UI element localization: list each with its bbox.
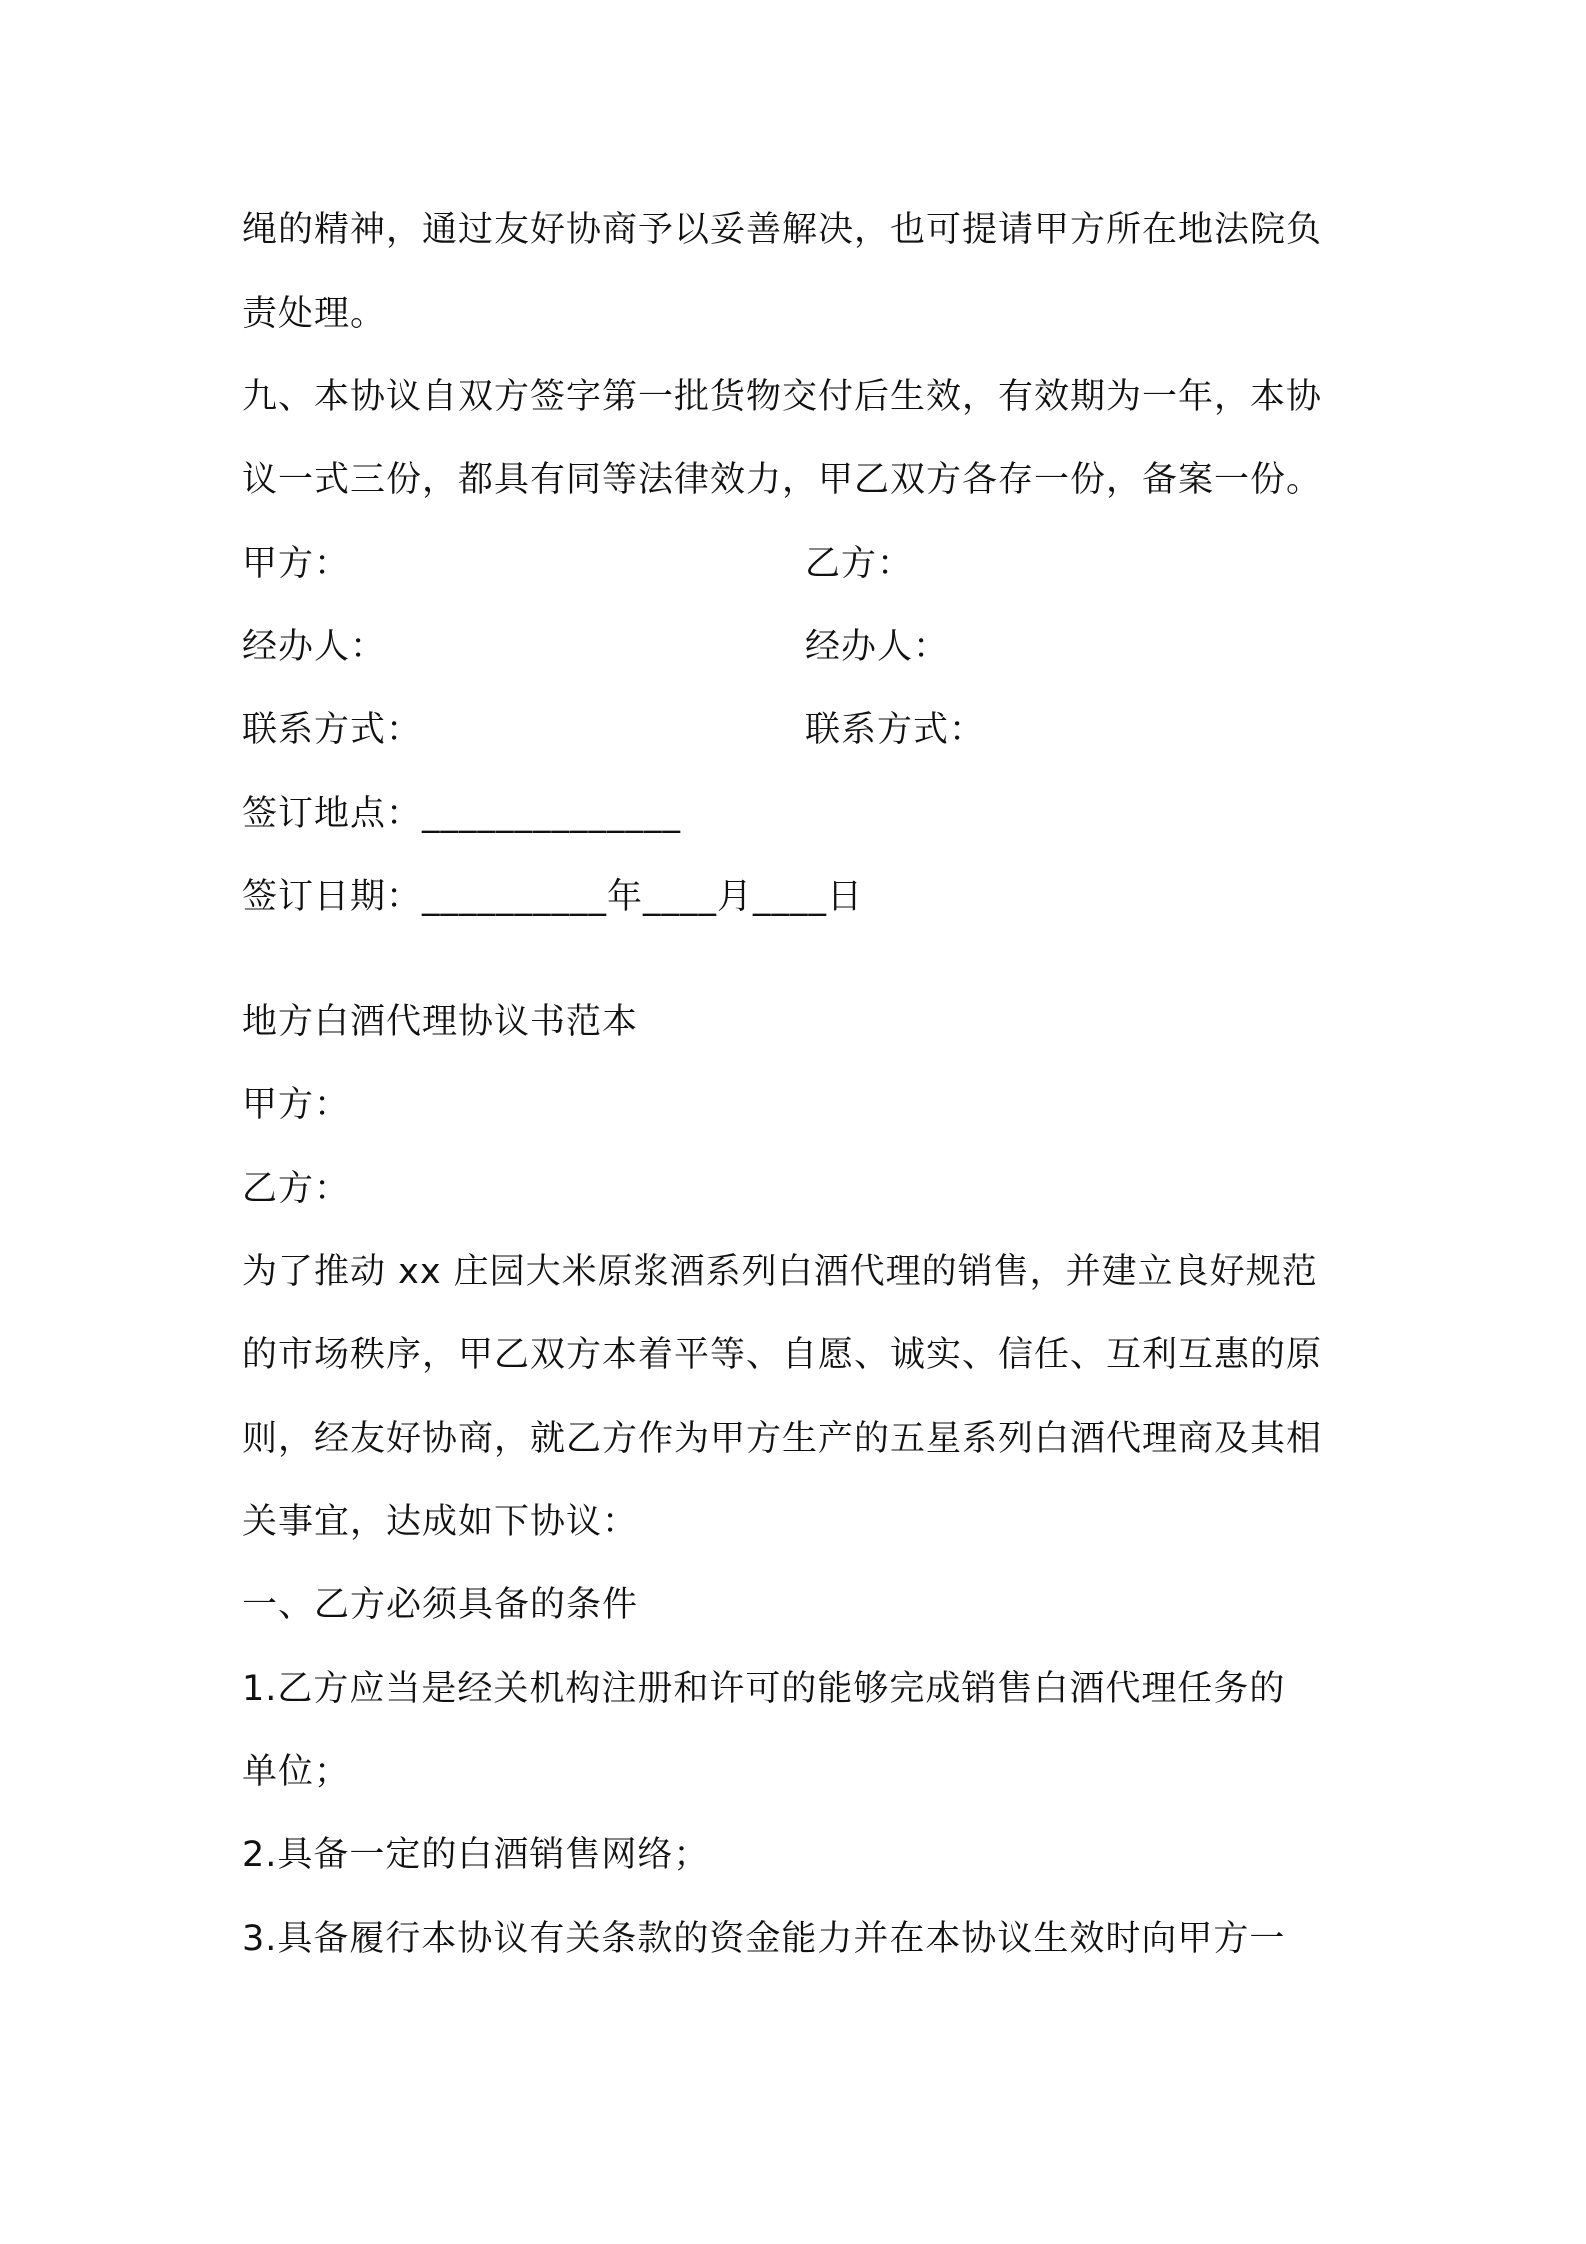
- paragraph-line: 关事宜，达成如下协议：: [242, 1502, 639, 1542]
- clause-line: 3.具备履行本协议有关条款的资金能力并在本协议生效时向甲方一: [242, 1919, 1286, 1959]
- handler-b-label: 经办人：: [805, 627, 950, 667]
- party-b-label: 乙方：: [242, 1169, 351, 1209]
- paragraph-line: 绳的精神，通过友好协商予以妥善解决，也可提请甲方所在地法院负: [242, 210, 1323, 250]
- handler-a-label: 经办人：: [242, 627, 387, 667]
- paragraph-line: 九、本协议自双方签字第一批货物交付后生效，有效期为一年，本协: [242, 377, 1323, 417]
- party-a-label: 甲方：: [242, 544, 351, 584]
- section-heading: 一、乙方必须具备的条件: [242, 1585, 639, 1625]
- party-a-label: 甲方：: [242, 1085, 351, 1125]
- contact-a-label: 联系方式：: [242, 710, 423, 750]
- clause-line: 2.具备一定的白酒销售网络；: [242, 1835, 710, 1875]
- paragraph-line: 则，经友好协商，就乙方作为甲方生产的五星系列白酒代理商及其相: [242, 1419, 1323, 1459]
- paragraph-line: 的市场秩序，甲乙双方本着平等、自愿、诚实、信任、互利互惠的原: [242, 1335, 1323, 1375]
- contact-b-label: 联系方式：: [805, 710, 986, 750]
- clause-line: 1.乙方应当是经关机构注册和许可的能够完成销售白酒代理任务的: [242, 1669, 1286, 1709]
- signing-date-line: 签订日期：__________年____月____日: [242, 877, 864, 917]
- signing-place-line: 签订地点：______________: [242, 794, 682, 834]
- clause-line: 单位；: [242, 1752, 351, 1792]
- paragraph-line: 为了推动 xx 庄园大米原浆酒系列白酒代理的销售，并建立良好规范: [242, 1252, 1318, 1292]
- document-title: 地方白酒代理协议书范本: [242, 1002, 639, 1042]
- party-b-label: 乙方：: [805, 544, 914, 584]
- paragraph-line: 议一式三份，都具有同等法律效力，甲乙双方各存一份，备案一份。: [242, 460, 1323, 500]
- paragraph-line: 责处理。: [242, 294, 387, 334]
